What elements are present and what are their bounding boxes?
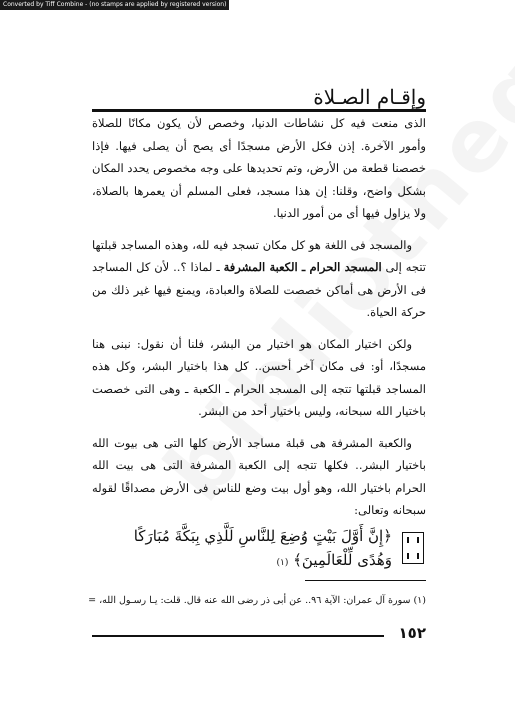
verse-line-2 [92,548,426,575]
paragraph-3-text: ولكن اختيار المكان هو اختيار من البشر، فلنا أن نقول: نبنى هنا مسجدًا، أو: فى مكان آخر أحسن.. كل هذا باختيار البشر، وكل هذه المساجد قبلتها تتجه إلى المسجد الحرام ـ الكعبة ـ وهى التى خصصت باختيار الله سبحانه، وليس باختيار أحد من البشر. [92,336,426,418]
paragraph-1: الذى منعت فيه كل نشاطات الدنيا، وخصص لأن يكون مكانًا للصلاة وأمور الآخرة. إذن فكل الأرض مسجدًا أى يصح أن يصلى فيها. فإذا خصصنا قطعة من الأرض، وتم تحديدها على وجه مخصوص يحدد المكان بشكل واضح، وقلنا: إن هذا مسجد، فعلى المسلم أن يعمرها بالصلاة، ولا يزاول فيها أى من أمور الدنيا. [92,116,426,220]
paragraph-2-text-b: ـ لماذا ؟.. لأن كل المساجد فى الأرض هى أماكن خصصت للصلاة والعبادة، ويمنع فيها غير ذلك من حركة الحياة. [92,260,426,319]
verse-line-1: ﴿إِنَّ أَوَّلَ بَيْتٍ وُضِعَ لِلنَّاسِ لَلَّذِي بِبَكَّةَ مُبَارَكًا [133,526,392,545]
paragraph-3 [92,333,426,423]
verse-line-2-text: وَهُدًى لِّلْعَالَمِينَ﴾ [293,550,392,569]
page-number: ١٥٢ [398,624,426,642]
footnote: (١) سورة آل عمران: الآية ٩٦.. عن أبى ذر رضى الله عنه قال. قلت: يـا رسـول الله، = [88,595,426,606]
page-body [92,112,426,575]
verse-ornament-icon [402,532,424,564]
paragraph-2 [92,234,426,324]
footnote-separator [305,580,426,581]
running-title: وإقـام الصـلاة [313,85,426,109]
paragraph-2-bold: المسجد الحرام ـ الكعبة المشرفة [223,260,382,274]
paragraph-4-text: والكعبة المشرفة هى قبلة مساجد الأرض كلها التى هى بيوت الله باختيار البشر.. فكلها تتجه إلى الكعبة المشرفة التى هى بيت الله الحرام باختيار الله، وهو أول بيت وضع للناس فى الأرض مصداقًا لقوله سبحانه وتعالى: [92,435,426,517]
paragraph-4 [92,432,426,522]
quran-verse [92,524,426,575]
paragraph-2-text-a: والمسجد فى اللغة هو كل مكان تسجد فيه لله، وهذه المساجد قبلتها تتجه إلى [92,237,426,274]
footer-rule [92,635,384,637]
converter-banner: Converted by Tiff Combine - (no stamps are applied by registered version) [0,0,229,10]
footnote-reference: (١) [276,557,289,568]
